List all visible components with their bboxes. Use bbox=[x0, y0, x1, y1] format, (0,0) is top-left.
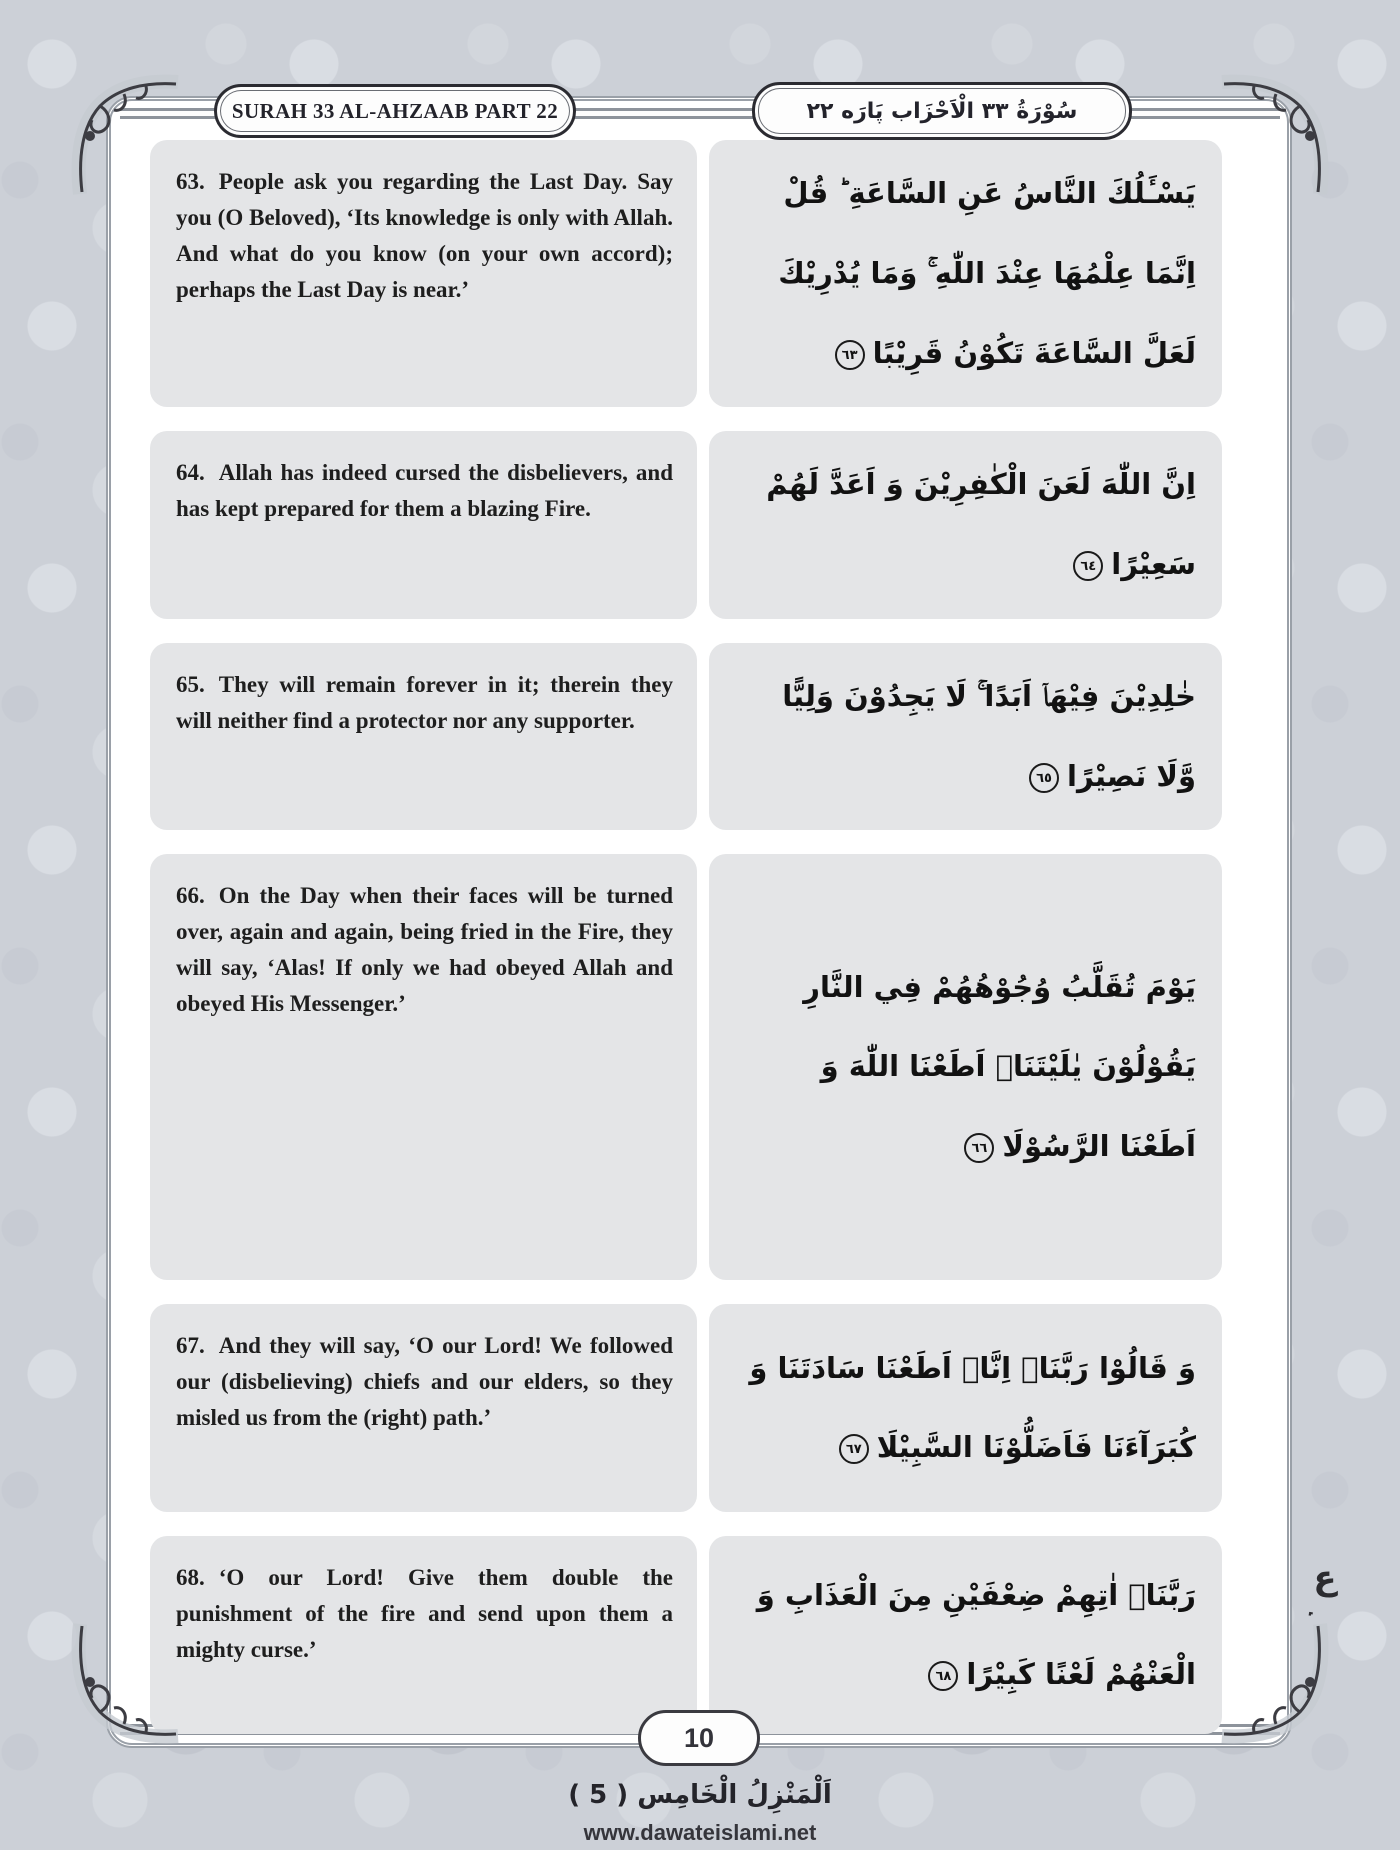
verse-66-arabic bbox=[709, 854, 1222, 1280]
header-banner-arabic bbox=[752, 82, 1132, 140]
verse-68-arabic bbox=[709, 1536, 1222, 1734]
ayah-end-marker: ٦٥ bbox=[1029, 763, 1059, 793]
verse-67-arabic bbox=[709, 1304, 1222, 1512]
verse-number: 64. bbox=[176, 460, 205, 486]
verse-66-english bbox=[150, 854, 697, 1280]
ayah-end-marker: ٦٤ bbox=[1073, 551, 1103, 581]
ayah-end-marker: ٦٧ bbox=[839, 1434, 869, 1464]
verse-translation-text: Allah has indeed cursed the disbelievers, and has kept prepared for them a blazing Fire. bbox=[176, 460, 673, 522]
ruku-marker bbox=[1290, 1560, 1360, 1690]
verse-63-english bbox=[150, 140, 697, 407]
verse-number: 67. bbox=[176, 1333, 205, 1359]
surah-title-arabic: سُوْرَةُ ٣٣ الْاَحْزَاب پَارَه ٢٢ bbox=[806, 98, 1078, 124]
website-url: www.dawateislami.net bbox=[583, 1820, 817, 1845]
header-banner-english bbox=[214, 84, 576, 138]
verse-translation-text: People ask you regarding the Last Day. Say you (O Beloved), ‘Its knowledge is only with Allah. And what do you know (on your own accord); perhaps the Last Day is near.’ bbox=[176, 169, 673, 302]
arabic-verse-text: وَ قَالُوْا رَبَّنَاۤ اِنَّاۤ اَطَعْنَا سَادَتَنَا وَ كُبَرَآءَنَا فَاَضَلُّوْنَا السَّبِيْلَا bbox=[749, 1350, 1196, 1465]
ruku-ain-letter: ع bbox=[1313, 1558, 1337, 1598]
verse-number: 65. bbox=[176, 671, 205, 697]
ruku-swash: ۛ bbox=[1306, 1613, 1328, 1643]
ayah-end-marker: ٦٨ bbox=[928, 1661, 958, 1691]
ayah-end-marker: ٦٣ bbox=[835, 340, 865, 370]
corner-flourish-icon bbox=[1214, 66, 1334, 206]
corner-flourish-icon bbox=[66, 66, 186, 206]
verse-64-arabic bbox=[709, 431, 1222, 619]
arabic-verse-text: يَوْمَ تُقَلَّبُ وُجُوْهُهُمْ فِي النَّارِ يَقُوْلُوْنَ يٰلَيْتَنَاۤ اَطَعْنَا اللّٰهَ وَ اَطَعْنَا الرَّسُوْلَا bbox=[803, 969, 1196, 1164]
page-number-pill bbox=[638, 1710, 760, 1766]
verse-65-english bbox=[150, 643, 697, 831]
manzil-label: اَلْمَنْزِلُ الْخَامِس ( 5 ) bbox=[568, 1780, 832, 1810]
verse-number: 63. bbox=[176, 169, 205, 194]
verse-translation-text: On the Day when their faces will be turned over, again and again, being fried in the Fire, they will say, ‘Alas! If only we had obeyed Allah and obeyed His Messenger.’ bbox=[176, 883, 673, 1017]
arabic-verse-text: يَسْـَٔلُكَ النَّاسُ عَنِ السَّاعَةِ ؕ قُلْ اِنَّمَا عِلْمُهَا عِنْدَ اللّٰهِ ۚ وَمَا يُدْرِيْكَ لَعَلَّ السَّاعَةَ تَكُوْنُ قَرِيْبًا bbox=[778, 176, 1196, 370]
verse-translation-text: And they will say, ‘O our Lord! We followed our (disbelieving) chiefs and our elders, so they misled us from the (right) path.’ bbox=[176, 1333, 673, 1431]
verse-68-english bbox=[150, 1536, 697, 1734]
arabic-verse-text: اِنَّ اللّٰهَ لَعَنَ الْكٰفِرِيْنَ وَ اَعَدَّ لَهُمْ سَعِيْرًا bbox=[766, 467, 1196, 581]
verse-67-english bbox=[150, 1304, 697, 1512]
arabic-verse-text: رَبَّنَاۤ اٰتِهِمْ ضِعْفَيْنِ مِنَ الْعَذَابِ وَ الْعَنْهُمْ لَعْنًا كَبِيْرًا bbox=[756, 1577, 1196, 1692]
verse-grid bbox=[150, 140, 1222, 1734]
verse-translation-text: ‘O our Lord! Give them double the punishment of the fire and send upon them a mighty curse.’ bbox=[176, 1565, 673, 1663]
verse-number: 68. bbox=[176, 1565, 205, 1591]
verse-number: 66. bbox=[176, 883, 205, 909]
verse-translation-text: They will remain forever in it; therein they will neither find a protector nor any supporter. bbox=[176, 671, 673, 733]
ayah-end-marker: ٦٦ bbox=[964, 1133, 994, 1163]
verse-63-arabic bbox=[709, 140, 1222, 407]
arabic-verse-text: خٰلِدِيْنَ فِيْهَاۤ اَبَدًا ۚ لَا يَجِدُوْنَ وَلِيًّا وَّلَا نَصِيْرًا bbox=[782, 678, 1196, 793]
surah-title-english: SURAH 33 AL-AHZAAB PART 22 bbox=[231, 98, 559, 123]
verse-64-english bbox=[150, 431, 697, 619]
corner-flourish-icon bbox=[66, 1612, 186, 1752]
verse-65-arabic bbox=[709, 643, 1222, 831]
page-number: 10 bbox=[683, 1722, 715, 1753]
